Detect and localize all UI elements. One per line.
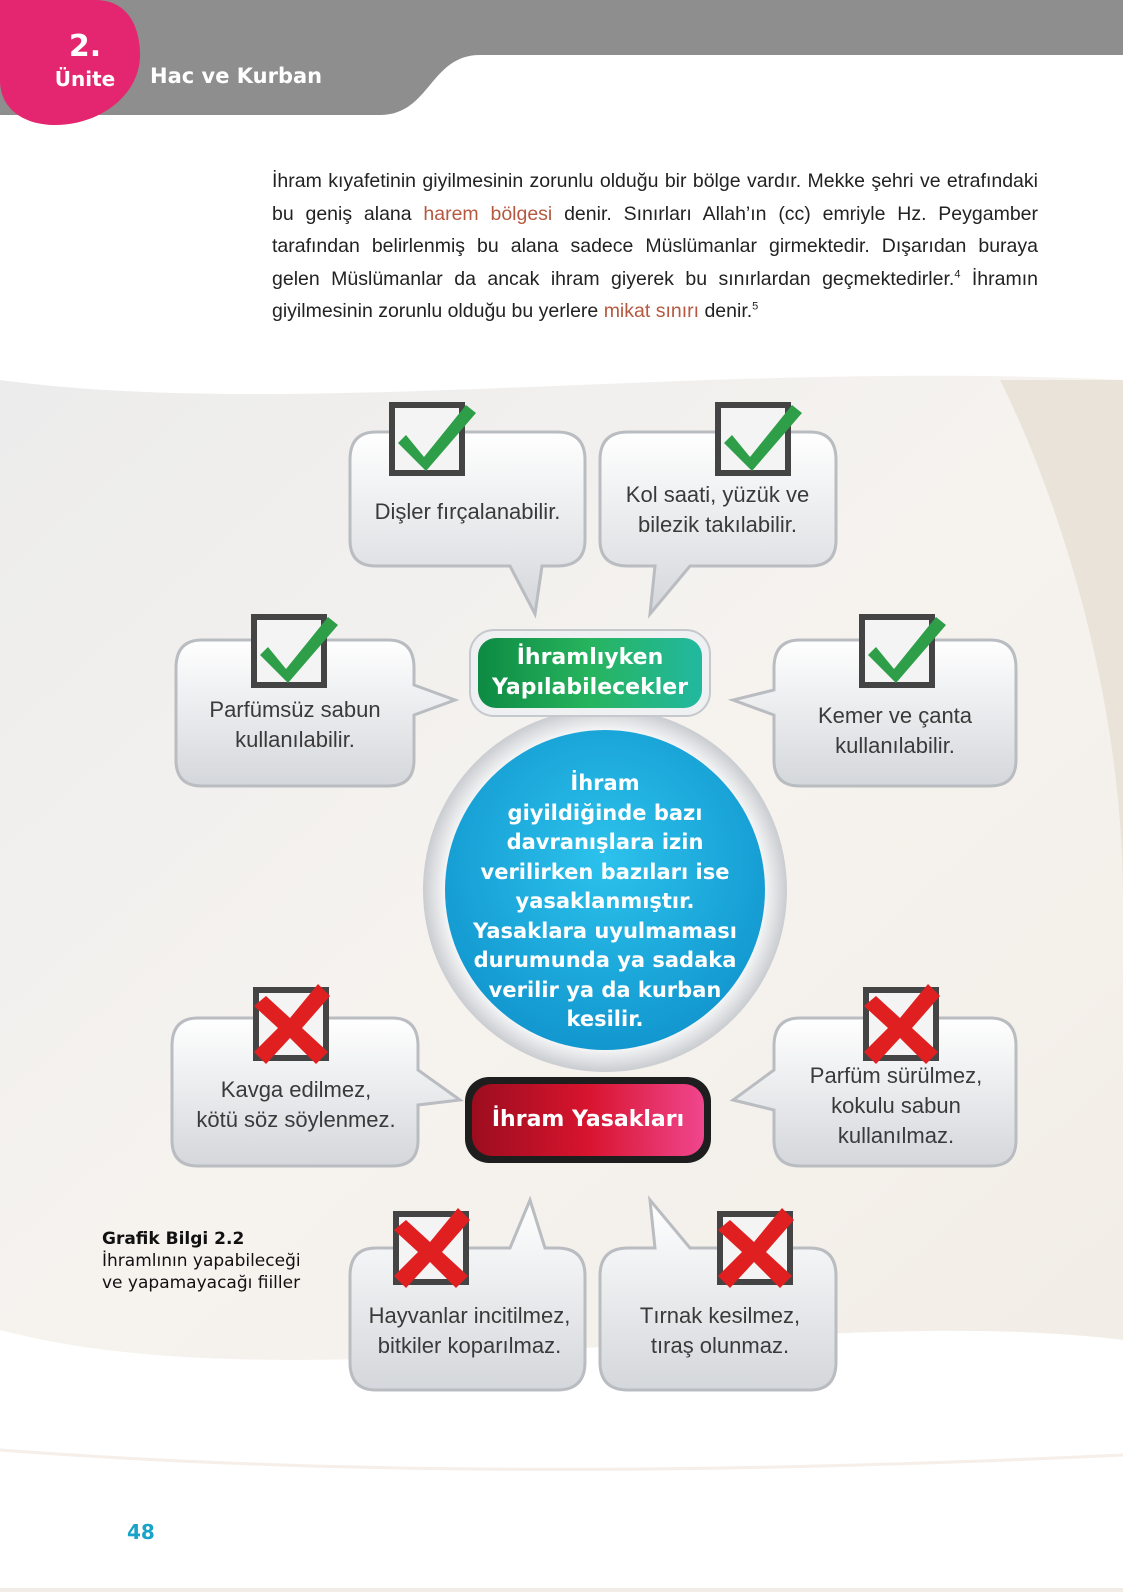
forbidden-line: kokulu sabun bbox=[831, 1093, 961, 1118]
term-mikat: mikat sınırı bbox=[603, 300, 700, 322]
unit-label: Ünite bbox=[54, 67, 116, 91]
caption-title: Grafik Bilgi 2.2 bbox=[102, 1229, 245, 1249]
forbidden-item bbox=[778, 1061, 1014, 1151]
forbidden-item bbox=[605, 1301, 835, 1361]
forbidden-line: Tırnak kesilmez, bbox=[639, 1303, 801, 1328]
center-line: verilir ya da kurban bbox=[488, 977, 722, 1002]
center-line: kesilir. bbox=[566, 1007, 644, 1031]
center-line: davranışlara izin bbox=[506, 830, 704, 854]
allowed-line: Dişler fırçalanabilir. bbox=[374, 499, 561, 524]
center-line: verilirken bazıları ise bbox=[480, 859, 730, 884]
forbidden-line: kötü söz söylenmez. bbox=[196, 1107, 396, 1132]
allowed-line: kullanılabilir. bbox=[235, 727, 355, 752]
allowed-line: Kol saati, yüzük ve bbox=[625, 482, 810, 507]
forbidden-line: Parfüm sürülmez, bbox=[809, 1063, 983, 1088]
footnote-ref: 4 bbox=[954, 268, 961, 280]
intro-paragraph bbox=[272, 165, 1038, 328]
center-line: yasaklanmıştır. bbox=[515, 889, 695, 913]
allowed-title-line: Yapılabilecekler bbox=[491, 675, 689, 700]
unit-number: 2. bbox=[68, 29, 102, 64]
forbidden-line: bitkiler koparılmaz. bbox=[377, 1333, 562, 1358]
forbidden-line: kullanılmaz. bbox=[837, 1123, 955, 1148]
check-icon bbox=[718, 405, 802, 473]
forbidden-line: tıraş olunmaz. bbox=[650, 1333, 790, 1358]
center-line: giyildiğinde bazı bbox=[507, 800, 703, 825]
chapter-title: Hac ve Kurban bbox=[150, 64, 323, 88]
allowed-line: Parfümsüz sabun bbox=[209, 697, 381, 722]
allowed-line: kullanılabilir. bbox=[835, 733, 955, 758]
intro-part4: denir. bbox=[699, 300, 753, 322]
allowed-item bbox=[780, 701, 1010, 761]
forbidden-item bbox=[176, 1075, 416, 1135]
forbidden-title: İhram Yasakları bbox=[491, 1107, 685, 1132]
center-line: İhram bbox=[570, 771, 640, 795]
check-icon bbox=[254, 617, 338, 685]
check-icon bbox=[862, 617, 946, 685]
intro-part2: denir. Sınırları Allah’ın (cc) emriyle Hz. Peygamber tarafından belirlenmiş bu alana sadece Müslümanlar girmektedir. Dışarıdan buraya gelen Müslümanlar da ancak ihram giyerek bu sınırlardan geçmektedirler. bbox=[272, 202, 1038, 290]
allowed-item bbox=[355, 497, 580, 527]
page-number: 48 bbox=[127, 1520, 155, 1544]
cross-icon bbox=[718, 1208, 794, 1288]
term-harem: harem bölgesi bbox=[423, 202, 553, 225]
intro-part1: İhram kıyafetinin giyilmesinin zorunlu olduğu bir bölge vardır. Mekke şehri ve etrafındaki bu geniş alana bbox=[272, 170, 1038, 225]
caption-text: İhramlının yapabileceği ve yapamayacağı fiiller bbox=[102, 1251, 301, 1293]
forbidden-line: Hayvanlar incitilmez, bbox=[368, 1303, 571, 1328]
footnote-ref: 5 bbox=[752, 300, 759, 313]
allowed-line: Kemer ve çanta bbox=[817, 703, 973, 728]
center-line: Yasaklara uyulmaması bbox=[473, 918, 737, 943]
allowed-line: bilezik takılabilir. bbox=[638, 512, 797, 537]
cross-icon bbox=[254, 984, 330, 1064]
center-line: durumunda ya sadaka bbox=[473, 948, 737, 972]
allowed-item bbox=[180, 695, 410, 755]
allowed-title bbox=[478, 643, 702, 703]
center-statement bbox=[455, 769, 755, 1035]
allowed-item bbox=[605, 480, 830, 540]
forbidden-line: Kavga edilmez, bbox=[220, 1077, 372, 1102]
check-icon bbox=[392, 405, 476, 473]
figure-caption bbox=[102, 1228, 312, 1294]
forbidden-item bbox=[352, 1301, 587, 1361]
intro-part3: İhramın giyilmesinin zorunlu olduğu bu yerlere bbox=[272, 267, 1038, 322]
cross-icon bbox=[864, 984, 940, 1064]
cross-icon bbox=[394, 1208, 470, 1288]
allowed-title-line: İhramlıyken bbox=[516, 645, 664, 670]
